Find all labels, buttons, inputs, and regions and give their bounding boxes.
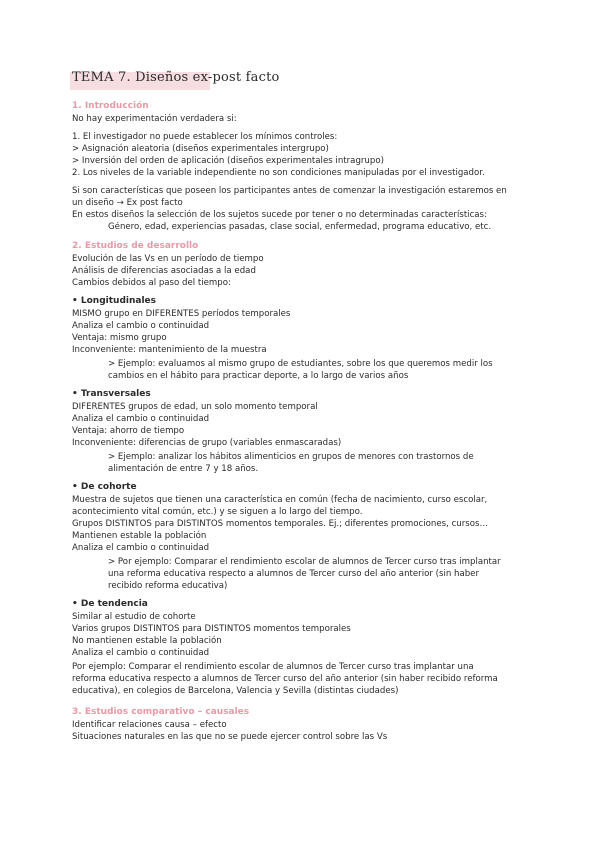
body-line: Situaciones naturales en las que no se puede ejercer control sobre las Vs — [72, 732, 388, 742]
body-line: Ventaja: ahorro de tiempo — [72, 426, 185, 436]
body-line: > Inversión del orden de aplicación (diseños experimentales intragrupo) — [72, 156, 384, 166]
body-line: No hay experimentación verdadera si: — [72, 114, 237, 124]
body-line: Inconveniente: mantenimiento de la muestra — [72, 345, 267, 355]
subsection-heading: • De cohorte — [72, 482, 137, 492]
body-line: Por ejemplo: Comparar el rendimiento escolar de alumnos de Tercer curso tras implantar una — [72, 662, 474, 672]
body-line: Analiza el cambio o continuidad — [72, 321, 210, 331]
indented-line: recibido reforma educativa) — [108, 581, 228, 591]
subsection-heading: • Longitudinales — [72, 296, 157, 306]
body-line: Identificar relaciones causa – efecto — [72, 720, 227, 730]
indented-line: alimentación de entre 7 y 18 años. — [108, 464, 259, 474]
body-line: Inconveniente: diferencias de grupo (variables enmascaradas) — [72, 438, 342, 448]
body-line: Similar al estudio de cohorte — [72, 612, 196, 622]
title-block — [72, 70, 280, 90]
body-line: 1. El investigador no puede establecer los mínimos controles: — [72, 132, 338, 142]
body-line: Varios grupos DISTINTOS para DISTINTOS momentos temporales — [72, 624, 351, 634]
section-heading: 2. Estudios de desarrollo — [72, 241, 199, 251]
body-line: Análisis de diferencias asociadas a la edad — [72, 266, 256, 276]
section-heading: 3. Estudios comparativo – causales — [72, 707, 250, 717]
body-line: > Asignación aleatoria (diseños experimentales intergrupo) — [72, 144, 329, 154]
section-heading: 1. Introducción — [72, 101, 149, 111]
body-line: Analiza el cambio o continuidad — [72, 543, 210, 553]
body-line: Analiza el cambio o continuidad — [72, 414, 210, 424]
body-line: DIFERENTES grupos de edad, un solo momento temporal — [72, 402, 318, 412]
indented-line: una reforma educativa respecto a alumnos de Tercer curso del año anterior (sin haber — [108, 569, 479, 579]
body-line: No mantienen estable la población — [72, 636, 222, 646]
indented-line: Género, edad, experiencias pasadas, clase social, enfermedad, programa educativo, etc. — [108, 222, 492, 232]
indented-line: > Ejemplo: analizar los hábitos alimenticios en grupos de menores con trastornos de — [108, 452, 474, 462]
page-title: TEMA 7. Diseños ex-post facto — [72, 70, 280, 85]
body-line: Muestra de sujetos que tienen una característica en común (fecha de nacimiento, curso escolar, — [72, 495, 488, 505]
body-line: acontecimiento vital común, etc.) y se siguen a lo largo del tiempo. — [72, 507, 363, 517]
body-line: MISMO grupo en DIFERENTES períodos temporales — [72, 309, 291, 319]
body-line: reforma educativa respecto a alumnos de Tercer curso del año anterior (sin haber recibido reforma — [72, 674, 498, 684]
body-line: Mantienen estable la población — [72, 531, 207, 541]
indented-line: > Ejemplo: evaluamos al mismo grupo de estudiantes, sobre los que queremos medir los — [108, 359, 493, 369]
subsection-heading: • De tendencia — [72, 599, 148, 609]
subsection-heading: • Transversales — [72, 389, 151, 399]
body-line: Grupos DISTINTOS para DISTINTOS momentos temporales. Ej.; diferentes promociones, cursos… — [72, 519, 489, 529]
body-line: Evolución de las Vs en un período de tiempo — [72, 254, 264, 264]
body-line: un diseño → Ex post facto — [72, 198, 183, 208]
indented-line: > Por ejemplo: Comparar el rendimiento escolar de alumnos de Tercer curso tras implantar — [108, 557, 501, 567]
body-line: Ventaja: mismo grupo — [72, 333, 167, 343]
body-line: 2. Los niveles de la variable independiente no son condiciones manipuladas por el investigador. — [72, 168, 485, 178]
body-line: educativa), en colegios de Barcelona, Valencia y Sevilla (distintas ciudades) — [72, 686, 399, 696]
indented-line: cambios en el hábito para practicar deporte, a lo largo de varios años — [108, 371, 409, 381]
body-line: Cambios debidos al paso del tiempo: — [72, 278, 231, 288]
body-line: En estos diseños la selección de los sujetos sucede por tener o no determinadas características: — [72, 210, 487, 220]
body-line: Analiza el cambio o continuidad — [72, 648, 210, 658]
body-line: Si son características que poseen los participantes antes de comenzar la investigación estaremos en — [72, 186, 507, 196]
